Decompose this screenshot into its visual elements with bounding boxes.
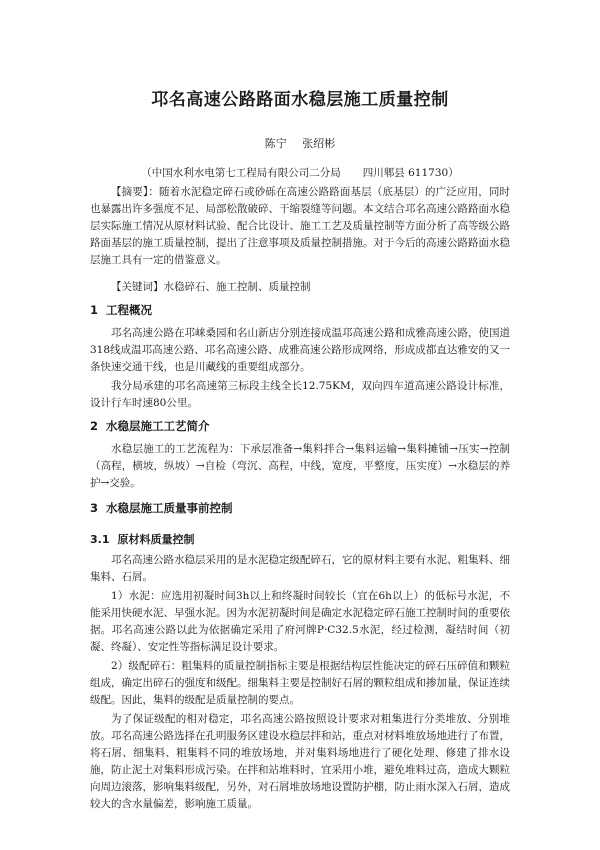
section-title: 水稳层施工质量事前控制 [106,501,233,515]
section-number: 3 [90,501,99,515]
affiliation [90,166,510,180]
subsection-title: 原材料质量控制 [117,533,195,546]
section-number: 1 [90,303,99,317]
keywords: 【关键词】水稳碎石、施工控制、质量控制 [111,281,311,293]
section-title: 水稳层施工工艺简介 [106,419,210,433]
paragraph: 2）级配碎石：粗集料的质量控制指标主要是根据结构层性能决定的碎石压碎值和颗粒组成，确定出碎石的强度和级配。细集料主要是控制好石屑的颗粒组成和掺加量，保证连续级配。因此，集料的级配是质量控制的要点。 [90,660,510,706]
paragraph: 邛名高速公路在邛崃桑园和名山新店分别连接成温邛高速公路和成雅高速公路，使国道318线成温邛高速公路、邛名高速公路、成雅高速公路形成网络，形成成都直达雅安的又一条快速交通干线，也是川藏线的重要组成部分。 [90,327,510,373]
subsection-heading-3-1 [90,531,510,548]
paragraph: 水稳层施工的工艺流程为：下承层准备→集料拌合→集料运输→集料摊铺→压实→控制（高程，横坡，纵坡）→自检（弯沉、高程，中线，宽度，平整度，压实度）→水稳层的养护→交验。 [90,443,510,489]
section-heading-2 [90,418,510,435]
section-heading-3 [90,500,510,517]
affiliation-address: 四川郫县 611730） [362,167,459,179]
paragraph: 1）水泥：应选用初凝时间3h以上和终凝时间较长（宜在6h以上）的低标号水泥，不能采用快硬水泥、早强水泥。因为水泥初凝时间是确定水泥稳定碎石施工控制时间的重要依据。邛名高速公路以此为依据确定采用了府河牌P·C32.5水泥，经过检测，凝结时间（初凝、终凝）、安定性等指标满足设计要求。 [90,590,510,653]
paper-title: 邛名高速公路路面水稳层施工质量控制 [151,90,449,110]
paragraph: 邛名高速公路水稳层采用的是水泥稳定级配碎石，它的原材料主要有水泥、粗集料、细集料、石屑。 [90,554,510,583]
abstract: 【摘要】：随着水泥稳定碎石或砂砾在高速公路路面基层（底基层）的广泛应用，同时也暴露出许多强度不足、局部松散破碎、干缩裂缝等问题。本文结合邛名高速公路路面水稳层实际施工情况从原材料试验、配合比设计、施工工艺及质量控制等方面分析了高等级公路路面基层的施工质量控制，提出了注意事项及质量控制措施。对于今后的高速公路路面水稳层施工具有一定的借鉴意义。 [90,186,510,266]
subsection-number: 3.1 [90,533,110,546]
section-number: 2 [90,419,99,433]
section-title: 工程概况 [106,303,153,317]
authors: 陈宁 张绍彬 [264,137,336,150]
section-heading-1 [90,302,510,319]
affiliation-org: （中国水利水电第七工程局有限公司二分局 [141,167,341,179]
paragraph: 为了保证级配的相对稳定，邛名高速公路按照设计要求对粗集进行分类堆放、分别堆放。邛名高速公路选择在孔明服务区建设水稳层拌和站，重点对材料堆放场地进行了布置，将石屑、细集料、粗集料不同的堆放场地，并对集料场地进行了硬化处理、修建了排水设施，防止泥土对集料形成污染。在拌和站堆料时，宜采用小堆，避免堆料过高，造成大颗粒向周边滚落，影响集料级配，另外，对石屑堆放场地设置防护棚，防止雨水深入石屑，造成较大的含水量偏差，影响施工质量。 [90,713,510,810]
paragraph: 我分局承建的邛名高速第三标段主线全长12.75KM，双向四车道高速公路设计标准，设计行车时速80公里。 [90,380,510,409]
